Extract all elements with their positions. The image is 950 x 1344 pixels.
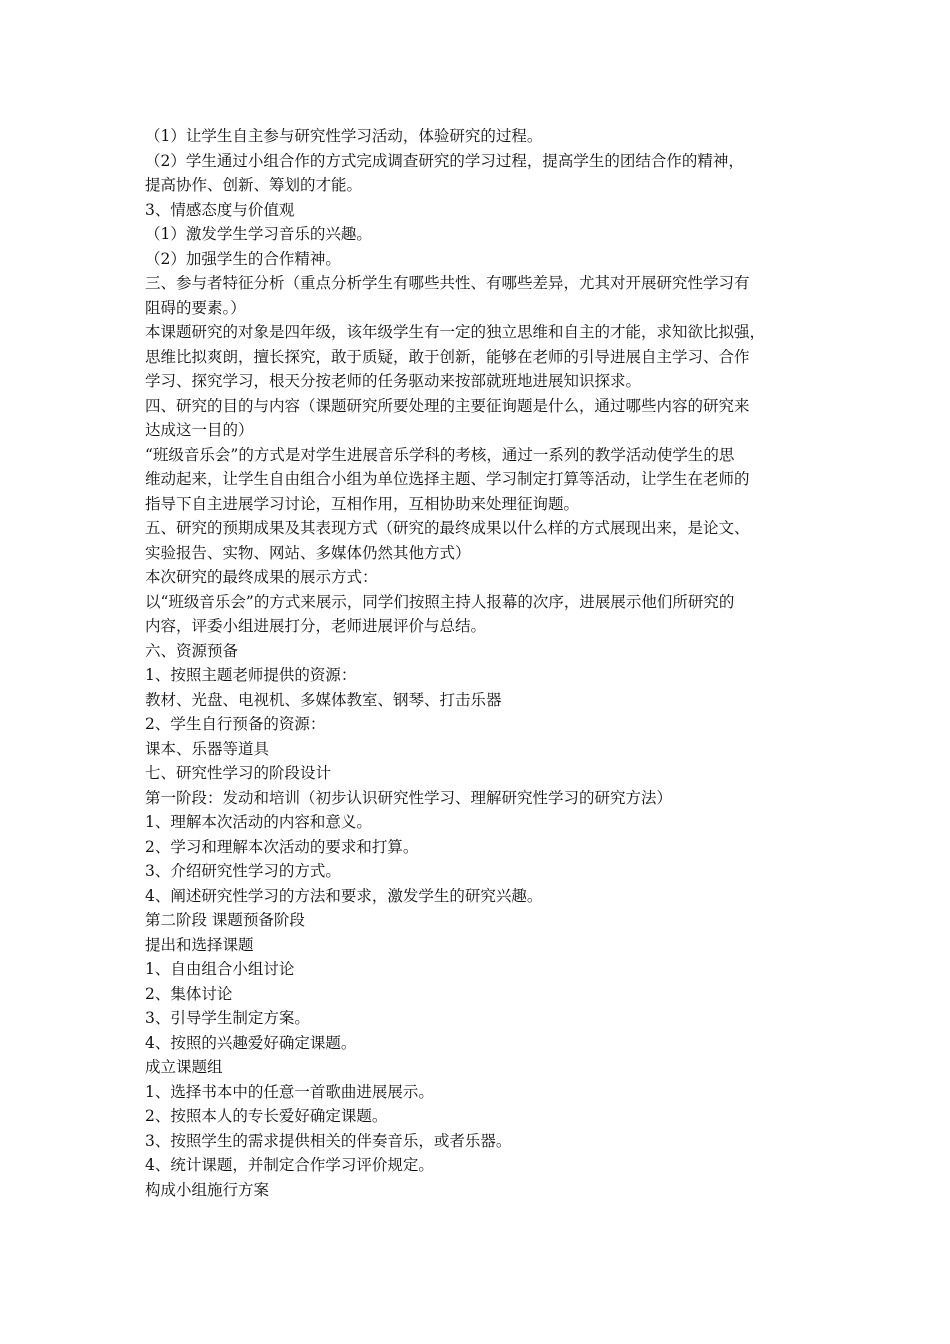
text-line: 2、学习和理解本次活动的要求和打算。 <box>145 837 419 856</box>
text-line: （2）加强学生的合作精神。 <box>145 249 341 268</box>
text-line: 内容，评委小组进展打分，老师进展评价与总结。 <box>145 617 487 635</box>
text-line: 七、研究性学习的阶段设计 <box>145 764 332 782</box>
text-line: 提出和选择课题 <box>145 935 254 954</box>
text-line: 1、理解本次活动的内容和意义。 <box>145 813 372 831</box>
text-line: （1）激发学生学习音乐的兴趣。 <box>145 225 372 243</box>
text-line: 4、统计课题，并制定合作学习评价规定。 <box>145 1156 434 1174</box>
text-line: 实验报告、实物、网站、多媒体仍然其他方式） <box>145 543 471 562</box>
text-line: 4、阐述研究性学习的方法和要求，激发学生的研究兴趣。 <box>145 886 543 905</box>
text-line: （2）学生通过小组合作的方式完成调查研究的学习过程，提高学生的团结合作的精神， <box>145 151 744 170</box>
text-line: 1、自由组合小组讨论 <box>145 960 295 978</box>
text-line: 本次研究的最终成果的展示方式： <box>145 568 378 586</box>
text-line: 六、资源预备 <box>145 641 239 660</box>
text-line: 2、按照本人的专长爱好确定课题。 <box>145 1107 388 1125</box>
text-line: 三、参与者特征分析（重点分析学生有哪些共性、有哪些差异，尤其对开展研究性学习有 <box>145 274 750 292</box>
text-line: 以“班级音乐会”的方式来展示，同学们按照主持人报幕的次序，进展展示他们所研究的 <box>145 592 735 611</box>
text-line: 3、介绍研究性学习的方式。 <box>145 862 341 880</box>
text-line: 1、按照主题老师提供的资源： <box>145 666 357 684</box>
text-line: 第二阶段 课题预备阶段 <box>145 911 305 929</box>
text-line: 达成这一目的） <box>145 421 254 439</box>
text-line: 3、引导学生制定方案。 <box>145 1009 310 1027</box>
text-line: 2、集体讨论 <box>145 984 233 1003</box>
text-line: 构成小组施行方案 <box>145 1180 270 1199</box>
text-line: 维动起来，让学生自由组合小组为单位选择主题、学习制定打算等活动，让学生在老师的 <box>145 470 750 488</box>
document-body <box>145 124 825 1202</box>
text-line: 提高协作、创新、筹划的才能。 <box>145 176 363 194</box>
text-line: 四、研究的目的与内容（课题研究所要处理的主要征询题是什么，通过哪些内容的研究来 <box>145 396 750 415</box>
text-line: 思维比拟爽朗，擅长探究，敢于质疑，敢于创新，能够在老师的引导进展自主学习、合作 <box>145 347 750 366</box>
text-line: 成立课题组 <box>145 1058 223 1076</box>
text-line: 2、学生自行预备的资源： <box>145 715 326 733</box>
text-line: 五、研究的预期成果及其表现方式（研究的最终成果以什么样的方式展现出来，是论文、 <box>145 519 750 537</box>
text-line: 本课题研究的对象是四年级，该年级学生有一定的独立思维和自主的才能，求知欲比拟强， <box>145 323 766 341</box>
text-line: （1）让学生自主参与研究性学习活动，体验研究的过程。 <box>145 127 543 145</box>
text-line: 第一阶段：发动和培训（初步认识研究性学习、理解研究性学习的研究方法） <box>145 788 673 807</box>
text-line: “班级音乐会”的方式是对学生进展音乐学科的考核，通过一系列的教学活动使学生的思 <box>145 445 735 464</box>
text-line: 阻碍的要素。） <box>145 298 246 317</box>
text-line: 指导下自主进展学习讨论，互相作用，互相协助来处理征询题。 <box>145 494 580 513</box>
text-line: 4、按照的兴趣爱好确定课题。 <box>145 1033 357 1052</box>
text-line: 教材、光盘、电视机、多媒体教室、钢琴、打击乐器 <box>145 690 502 709</box>
text-line: 1、选择书本中的任意一首歌曲进展展示。 <box>145 1082 434 1101</box>
text-line: 课本、乐器等道具 <box>145 739 270 758</box>
text-line: 3、按照学生的需求提供相关的伴奏音乐，或者乐器。 <box>145 1131 512 1150</box>
text-line: 学习、探究学习，根天分按老师的任务驱动来按部就班地进展知识探求。 <box>145 372 642 390</box>
text-line: 3、情感态度与价值观 <box>145 200 295 219</box>
